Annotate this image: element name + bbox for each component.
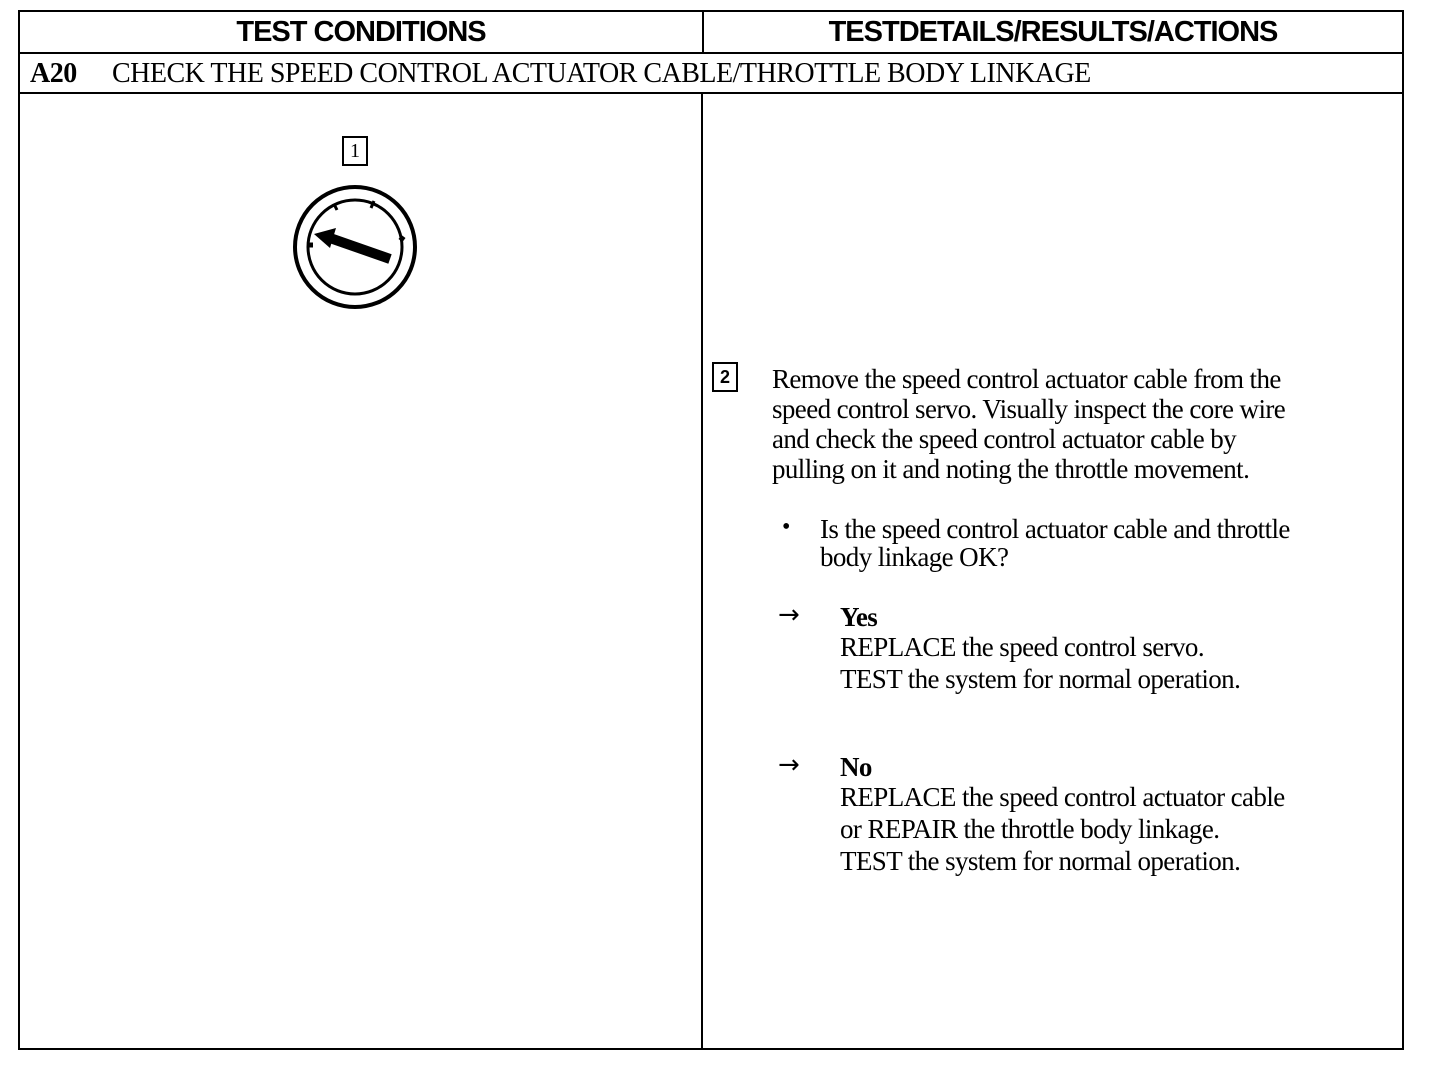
step-divider	[20, 92, 1402, 94]
yes-action-line: REPLACE the speed control servo.	[840, 632, 1204, 662]
instruction-line: and check the speed control actuator cable by	[772, 424, 1237, 454]
step-marker-1: 1	[342, 136, 368, 166]
step-title: CHECK THE SPEED CONTROL ACTUATOR CABLE/THROTTLE BODY LINKAGE	[112, 58, 1091, 89]
instruction-line: Remove the speed control actuator cable from the	[772, 364, 1281, 394]
no-action-line: TEST the system for normal operation.	[840, 846, 1241, 876]
question-line: body linkage OK?	[820, 542, 1009, 572]
ignition-switch-icon	[290, 182, 420, 312]
step-title-row	[20, 54, 1402, 94]
instruction-line: speed control servo. Visually inspect the core wire	[772, 394, 1286, 424]
step-marker-2: 2	[712, 362, 738, 392]
yes-action-line: TEST the system for normal operation.	[840, 664, 1241, 694]
no-action-line: REPLACE the speed control actuator cable	[840, 782, 1285, 812]
arrow-right-icon: →	[778, 750, 800, 780]
yes-label: Yes	[840, 602, 878, 632]
question-line: Is the speed control actuator cable and throttle	[820, 514, 1290, 544]
no-label: No	[840, 752, 872, 782]
step-id: A20	[30, 58, 77, 89]
test-table	[18, 10, 1404, 1050]
header-test-conditions: TEST CONDITIONS	[20, 12, 704, 52]
arrow-right-icon: →	[778, 600, 800, 630]
bullet-icon: •	[782, 514, 791, 540]
no-action-line: or REPAIR the throttle body linkage.	[840, 814, 1220, 844]
instruction-line: pulling on it and noting the throttle movement.	[772, 454, 1250, 484]
header-test-details: TESTDETAILS/RESULTS/ACTIONS	[828, 15, 1278, 48]
column-divider	[701, 94, 703, 1050]
